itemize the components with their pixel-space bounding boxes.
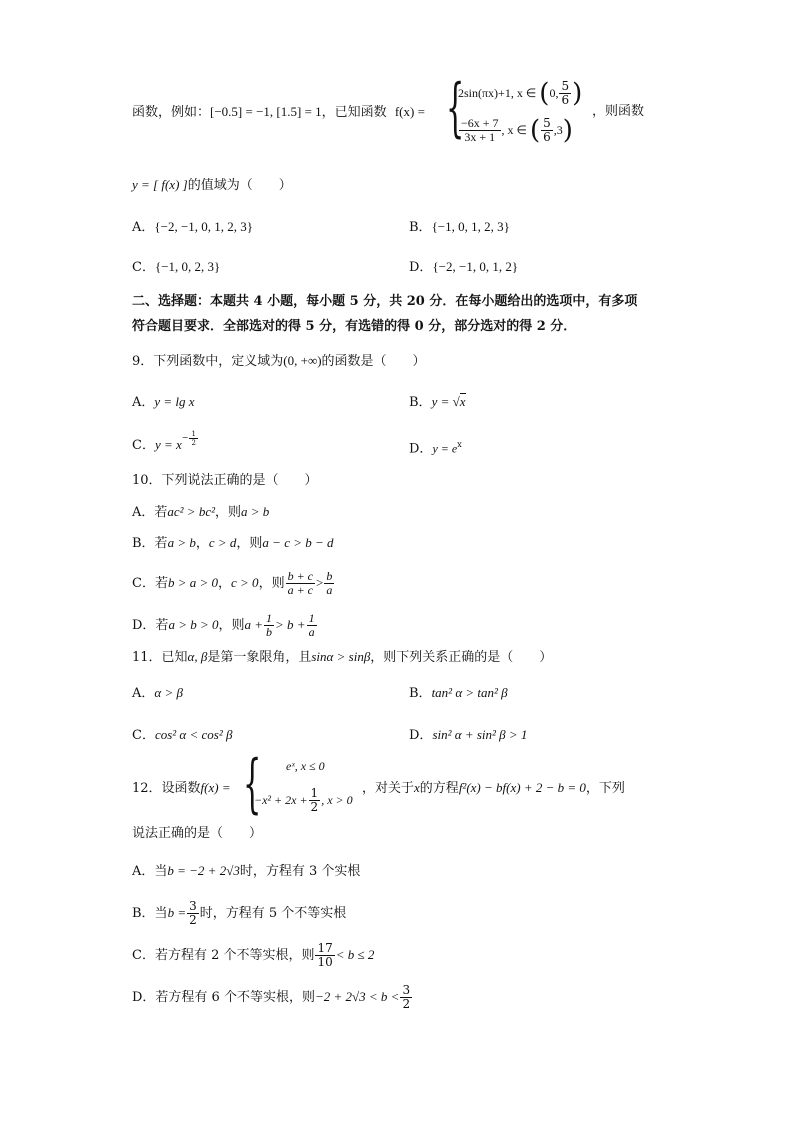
q12-piece-1: eˣ, x ≤ 0 xyxy=(286,759,325,773)
q9-option-a: A．y = lg x xyxy=(132,394,195,410)
q9-option-b: B．y = √x xyxy=(409,394,466,410)
q11-option-d: D．sin² α + sin² β > 1 xyxy=(409,727,528,743)
q9-option-c: C．$y = x^{- \frac{1}{2}}$ xyxy=(132,429,196,453)
q8-option-c: C．{−1, 0, 2, 3} xyxy=(132,259,221,275)
q12-option-d: D．若方程有 6 个不等实根，则−2 + 2√3 < b < $\frac{3}{2}$ xyxy=(132,983,411,1011)
q11-option-c: C．cos² α < cos² β xyxy=(132,727,233,743)
q12-option-a: A．当b = −2 + 2√3时，方程有 3 个实根 xyxy=(132,863,361,879)
q8-intro: 函数，例如：[−0.5] = −1, [1.5] = 1，已知函数 f(x) = xyxy=(132,104,425,120)
q10-stem: 10．下列说法正确的是（ ） xyxy=(132,473,318,488)
q8-piece-2: $\frac{-6x + 7}{3x + 1}$ , x ∈ ( $\frac{5}{6}$ ,3) xyxy=(461,115,573,146)
section2-header-line2: 符合题目要求．全部选对的得 5 分，有选错的得 0 分，部分选对的得 2 分． xyxy=(132,319,577,334)
q8-piecewise-brace: { xyxy=(446,71,465,145)
section2-header-line1: 二、选择题：本题共 4 小题，每小题 5 分，共 20 分．在每小题给出的选项中，有多项 xyxy=(132,294,638,309)
q12-stem-end: ，对关于x的方程f²(x) − bf(x) + 2 − b = 0，下列 xyxy=(362,780,625,796)
q11-option-b: B．tan² α > tan² β xyxy=(409,685,508,701)
q12-stem-start: 12．设函数f(x) = xyxy=(132,780,231,796)
q11-option-a: A．α > β xyxy=(132,685,183,701)
q10-option-c: C．若b > a > 0，c > 0，则 $\frac{b + c}{a + c}$ > $\frac{b}{a}$ xyxy=(132,569,333,597)
q8-option-a: A．{−2, −1, 0, 1, 2, 3} xyxy=(132,219,254,235)
q8-option-b: B．{−1, 0, 1, 2, 3} xyxy=(409,219,510,235)
q12-piecewise-brace: { xyxy=(243,747,262,821)
q8-piece-1: 2sin(πx)+1, x ∈ (0, $\frac{5}{6}$ ) xyxy=(458,78,583,109)
q9-stem: 9．下列函数中，定义域为(0, +∞)的函数是（ ） xyxy=(132,353,426,369)
q8-tail: ，则函数 xyxy=(592,104,645,119)
q12-line2: 说法正确的是（ ） xyxy=(132,826,263,841)
q12-option-c: C．若方程有 2 个不等实根，则 $\frac{17}{10}$ < b ≤ 2 xyxy=(132,941,375,969)
q8-line2: y = [ f(x) ]的值域为（ ） xyxy=(132,177,292,193)
q11-stem: 11．已知α, β是第一象限角，且sinα > sinβ，则下列关系正确的是（ ） xyxy=(132,649,553,665)
q12-option-b: B．当b = $\frac{3}{2}$ 时，方程有 5 个不等实根 xyxy=(132,899,347,927)
q8-option-d: D．{−2, −1, 0, 1, 2} xyxy=(409,259,519,275)
q9-option-d: D．$y = e^x$ xyxy=(409,440,462,457)
q10-option-b: B．若a > b，c > d，则a − c > b − d xyxy=(132,535,334,551)
q10-option-a: A．若ac² > bc²，则a > b xyxy=(132,504,270,520)
q12-piece-2: −x² + 2x + $\frac{1}{2}$ , x > 0 xyxy=(254,786,353,814)
q10-option-d: D．若a > b > 0，则a + $\frac{1}{b}$ > b + $\frac{1}{a}$ xyxy=(132,611,315,639)
